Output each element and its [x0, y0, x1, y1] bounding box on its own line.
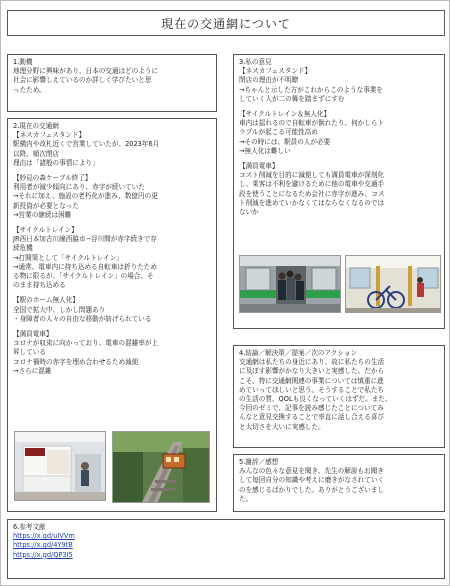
current-line: 【サイクルトレイン】	[13, 226, 78, 235]
opinion-line: ないか	[239, 208, 259, 217]
current-line: →それに加え、施設の老朽化が進み、数億円の更	[13, 192, 158, 201]
opinion-section	[233, 54, 445, 329]
motive-line: 地理分野に興味があり、日本の交通はどのように	[13, 67, 159, 76]
current-line: 続危機	[13, 244, 33, 253]
references-content	[8, 520, 444, 563]
opinion-line: ト削減を進めていかなくてはならなくなるのでは	[239, 198, 385, 207]
myoken-cable-photo	[112, 431, 210, 503]
current-line: 【妙見の森ケーブル終了】	[13, 174, 92, 183]
current-line: 利用者が減少傾向にあり、赤字が続いていた	[13, 183, 145, 192]
current-line: →打開策として「サイクルトレイン」	[13, 253, 123, 262]
current-section	[7, 118, 217, 512]
crowded-train-image	[240, 256, 341, 313]
current-line: 【満員電車】	[13, 330, 53, 339]
opinion-line: →無人化は難しい	[239, 146, 291, 155]
nescafe-stand-image	[15, 432, 106, 501]
thanks-line: た。	[239, 494, 253, 503]
conclusion-line: と大切さを大いに実感した。	[239, 422, 325, 431]
thanks-content	[234, 455, 444, 507]
conclusion-section	[233, 345, 445, 448]
title-box	[7, 10, 445, 36]
reference-link[interactable]: https://x.gd/4Y9tB	[13, 541, 73, 550]
current-line: 新投資が必要となった	[13, 201, 79, 210]
opinion-line: 【サイクルトレイン＆無人化】	[239, 110, 331, 119]
opinion-line: →ちゃんと示した方がこれからこのような事業を	[239, 85, 383, 94]
page-title: 現在の交通網について	[161, 16, 291, 31]
thanks-line: して毎回自分の知識や考えに磨きがなされていく	[239, 476, 385, 485]
conclusion-content	[234, 346, 444, 435]
myoken-cable-image	[113, 432, 210, 503]
current-line: 【ネスカフェスタンド】	[13, 131, 86, 140]
current-line: →営業の継続は困難	[13, 210, 72, 219]
current-line: 全国で拡大中、しかし問題あり	[13, 305, 106, 314]
current-line: 駅構内や改札近くで営業していたが、2023年6月	[13, 140, 160, 149]
current-line: コロナが収束に向かっており、電車の混雑率が上	[13, 339, 159, 348]
reference-link[interactable]: https://x.gd/QP3I5	[13, 550, 73, 559]
nescafe-stand-photo	[14, 431, 106, 501]
conclusion-line: めていってほしいと思う。そうすることで私たち	[239, 385, 385, 394]
opinion-line: 段を使うことになるため会社に赤字が進み、コス	[239, 189, 385, 198]
motive-line: ったため。	[13, 85, 46, 94]
thanks-heading: 5.謝辞／感想	[239, 458, 279, 466]
opinion-line: していく人が二の舞を踏まずにすむ	[239, 94, 345, 103]
current-line: 昇している	[13, 348, 46, 357]
cycle-train-photo	[345, 255, 441, 313]
opinion-line: ラブルが起こる可能性高め	[239, 128, 318, 137]
opinion-content	[234, 55, 444, 220]
current-heading: 2.現在の交通網	[13, 122, 59, 130]
conclusion-line: 交通網は私たちの身近にあり、故に私たちの生活	[239, 358, 385, 367]
opinion-line: し、乗客は不利を避けるために他の電車や交通手	[239, 180, 385, 189]
motive-line: 社会に影響しえているのか詳しく学びたいと思	[13, 76, 152, 85]
conclusion-line: の生活の質、QOLも良くなっていくはずだ。また、	[239, 395, 392, 404]
motive-content	[8, 55, 216, 98]
conclusion-heading: 4.結論／解決策／提案／次のアクション	[239, 349, 358, 357]
opinion-line: 【満員電車】	[239, 162, 279, 171]
current-line: コロナ禍時の赤字を埋め合わせるため減便	[13, 357, 139, 366]
crowded-train-photo	[239, 255, 341, 313]
cycle-train-image	[346, 256, 441, 313]
thanks-section	[233, 454, 445, 512]
opinion-line: 車内は揺れるので自転車が倒れたり、何かしらト	[239, 119, 385, 128]
opinion-line: 閉店の理由が不明瞭	[239, 76, 299, 85]
opinion-line: コスト削減を目的に減便しても満員電車が深刻化	[239, 171, 385, 180]
conclusion-line: こそ、特に交通網関連の事業については慎重に進	[239, 376, 384, 385]
current-line: →さらに混雑	[13, 366, 52, 375]
motive-heading: 1.動機	[13, 58, 33, 66]
conclusion-line: に及ぼす影響がかなり大きいと実感した。だから	[239, 367, 385, 376]
thanks-line: みんなの色々な意見を聞き、先生の解説もお聞き	[239, 467, 384, 476]
opinion-line: 【ネスカフェスタンド】	[239, 67, 312, 76]
opinion-line: →その時には、駅員の人が必要	[239, 137, 331, 146]
current-line: 以降、順次閉店	[13, 149, 60, 158]
conclusion-line: んなと意見交換することで率直に話し合える喜び	[239, 413, 385, 422]
current-line: 理由は「諸般の事情により」	[13, 158, 99, 167]
current-line: JR西日本加古川線西脇市−谷川間が赤字続きで存	[13, 235, 157, 244]
reference-link[interactable]: https://x.gd/uIVVm	[13, 532, 75, 541]
references-section	[7, 519, 445, 579]
motive-section	[7, 54, 217, 112]
opinion-heading: 3.私の意見	[239, 58, 272, 66]
thanks-line: のを感じるばかりでした。ありがとうございまし	[239, 485, 385, 494]
conclusion-line: 今回のゼミで、記事を読み感じたことについてみ	[239, 404, 384, 413]
current-line: ・身障者の人々の自由な移動が妨げられている	[13, 314, 152, 323]
current-line: →通常、電車内に持ち込める自転車は折りたため	[13, 262, 157, 271]
current-line: 【駅のホーム無人化】	[13, 296, 79, 305]
references-heading: 6.参考文献	[13, 523, 46, 531]
current-line: のまま持ち込める	[13, 281, 66, 290]
current-content	[8, 119, 216, 379]
current-line: る物に限るが、「サイクルトレイン」の場合、そ	[13, 272, 154, 281]
